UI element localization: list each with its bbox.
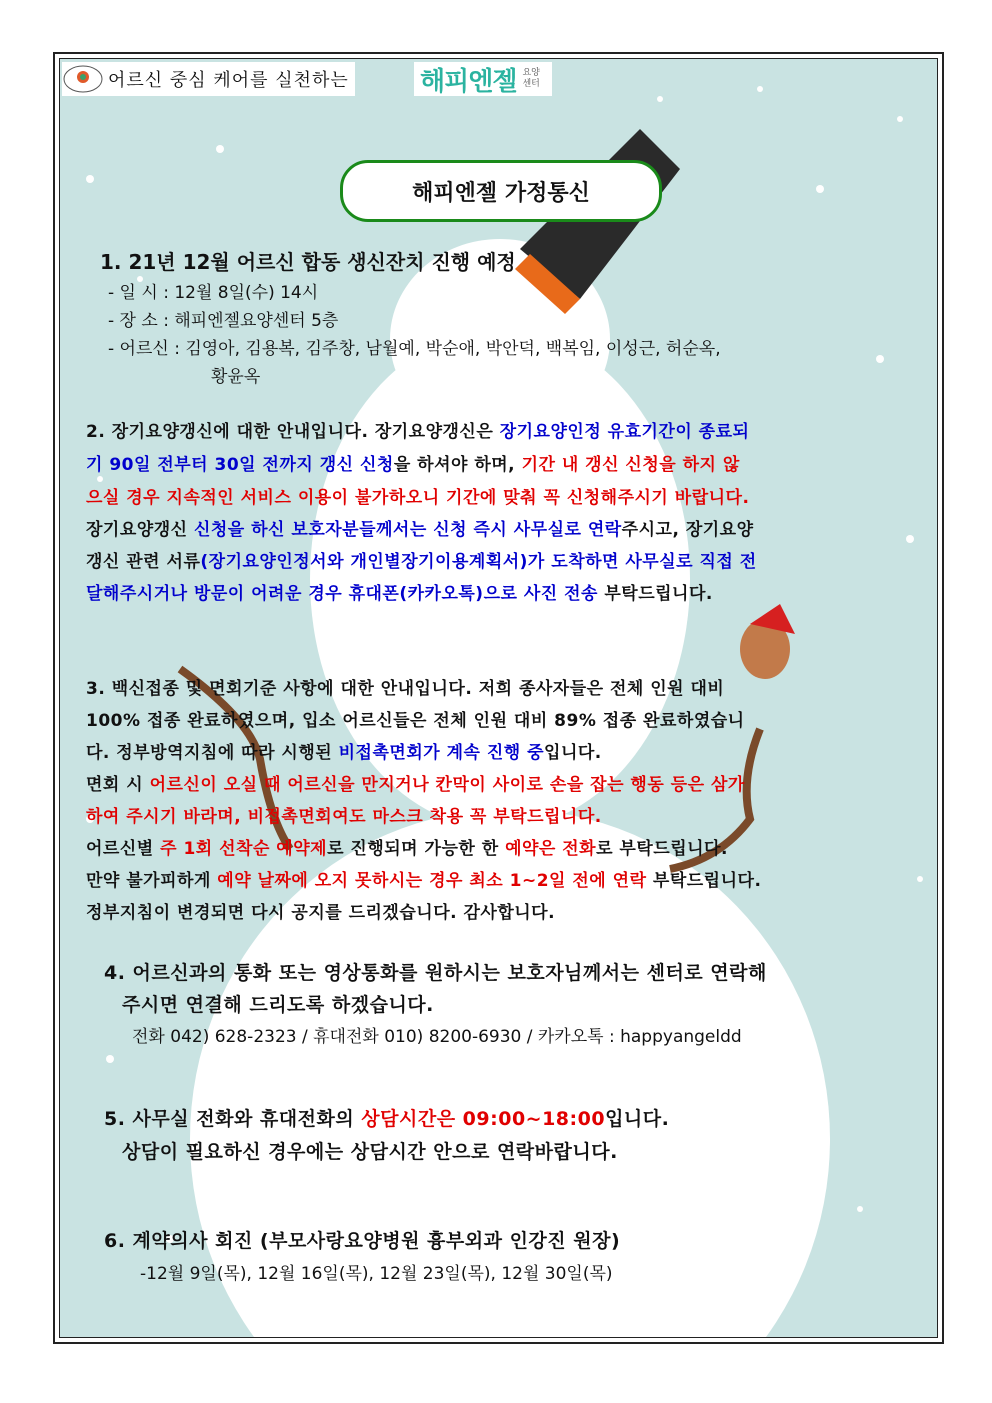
section-1-names: - 어르신 : 김영아, 김용복, 김주창, 남월예, 박순애, 박안덕, 백복임, 이성근, 허순옥, — [108, 339, 721, 359]
section-2-line-1: 2. 장기요양갱신에 대한 안내입니다. 장기요양갱신은 장기요양인정 유효기간이 종료되 — [86, 422, 750, 442]
section-3-line-4: 면회 시 어르신이 오실 때 어르신을 만지거나 칸막이 사이로 손을 잡는 행동 등은 삼가 — [86, 775, 745, 795]
section-4-line-1: 4. 어르신과의 통화 또는 영상통화를 원하시는 보호자님께서는 센터로 연락해 — [104, 962, 767, 984]
section-2-line-4: 장기요양갱신 신청을 하신 보호자분들께서는 신청 즉시 사무실로 연락주시고, 장기요양 — [86, 520, 754, 540]
section-2-line-6: 달해주시거나 방문이 어려운 경우 휴대폰(카카오톡)으로 사진 전송 부탁드립니다. — [86, 584, 713, 604]
contact-info: 전화 042) 628-2323 / 휴대전화 010) 8200-6930 / 카카오톡 : happyangeldd — [132, 1027, 742, 1047]
brand-logo — [414, 62, 552, 96]
section-3-line-5: 하여 주시기 바라며, 비접촉면회여도 마스크 착용 꼭 부탁드립니다. — [86, 807, 602, 827]
section-5-line-1: 5. 사무실 전화와 휴대전화의 상담시간은 09:00~18:00입니다. — [104, 1108, 670, 1130]
section-6-line-1: 6. 계약의사 회진 (부모사랑요양병원 흉부외과 인강진 원장) — [104, 1230, 621, 1252]
section-3-line-1: 3. 백신접종 및 면회기준 사항에 대한 안내입니다. 저희 종사자들은 전체 인원 대비 — [86, 679, 725, 699]
section-1-names-cont: 황윤옥 — [211, 367, 261, 387]
section-1-place: - 장 소 : 해피엔젤요양센터 5층 — [108, 311, 339, 331]
section-5-line-2: 상담이 필요하신 경우에는 상담시간 안으로 연락바랍니다. — [122, 1141, 618, 1163]
section-3-line-6: 어르신별 주 1회 선착순 예약제로 진행되며 가능한 한 예약은 전화로 부탁드립니다. — [86, 839, 728, 859]
section-4-line-2: 주시면 연결해 드리도록 하겠습니다. — [122, 994, 434, 1016]
section-3-line-2: 100% 접종 완료하였으며, 입소 어르신들은 전체 인원 대비 89% 접종 완료하였습니 — [86, 711, 745, 731]
center-logo-icon — [62, 64, 104, 94]
header-slogan — [62, 62, 355, 96]
section-1-heading: 1. 21년 12월 어르신 합동 생신잔치 진행 예정 — [100, 250, 516, 274]
section-2-line-2: 기 90일 전부터 30일 전까지 갱신 신청을 하셔야 하며, 기간 내 갱신 신청을 하지 않 — [86, 455, 740, 475]
section-6-dates: -12월 9일(목), 12월 16일(목), 12월 23일(목), 12월 30일(목) — [140, 1264, 613, 1284]
section-2-line-5: 갱신 관련 서류(장기요양인정서와 개인별장기이용계획서)가 도착하면 사무실로 직접 전 — [86, 552, 757, 572]
brand-sub: 요양 센터 — [522, 68, 540, 89]
brand-name: 해피엔젤 — [420, 66, 517, 97]
slogan-text: 어르신 중심 케어를 실천하는 — [108, 70, 349, 91]
section-3-line-8: 정부지침이 변경되면 다시 공지를 드리겠습니다. 감사합니다. — [86, 903, 556, 923]
section-3-line-7: 만약 불가피하게 예약 날짜에 오지 못하시는 경우 최소 1~2일 전에 연락 부탁드립니다. — [86, 871, 762, 891]
section-3-line-3: 다. 정부방역지침에 따라 시행된 비접촉면회가 계속 진행 중입니다. — [86, 743, 602, 763]
section-1-date: - 일 시 : 12월 8일(수) 14시 — [108, 283, 319, 303]
section-2-line-3: 으실 경우 지속적인 서비스 이용이 불가하오니 기간에 맞춰 꼭 신청해주시기 바랍니다. — [86, 488, 750, 508]
page-title: 해피엔젤 가정통신 — [340, 160, 662, 222]
